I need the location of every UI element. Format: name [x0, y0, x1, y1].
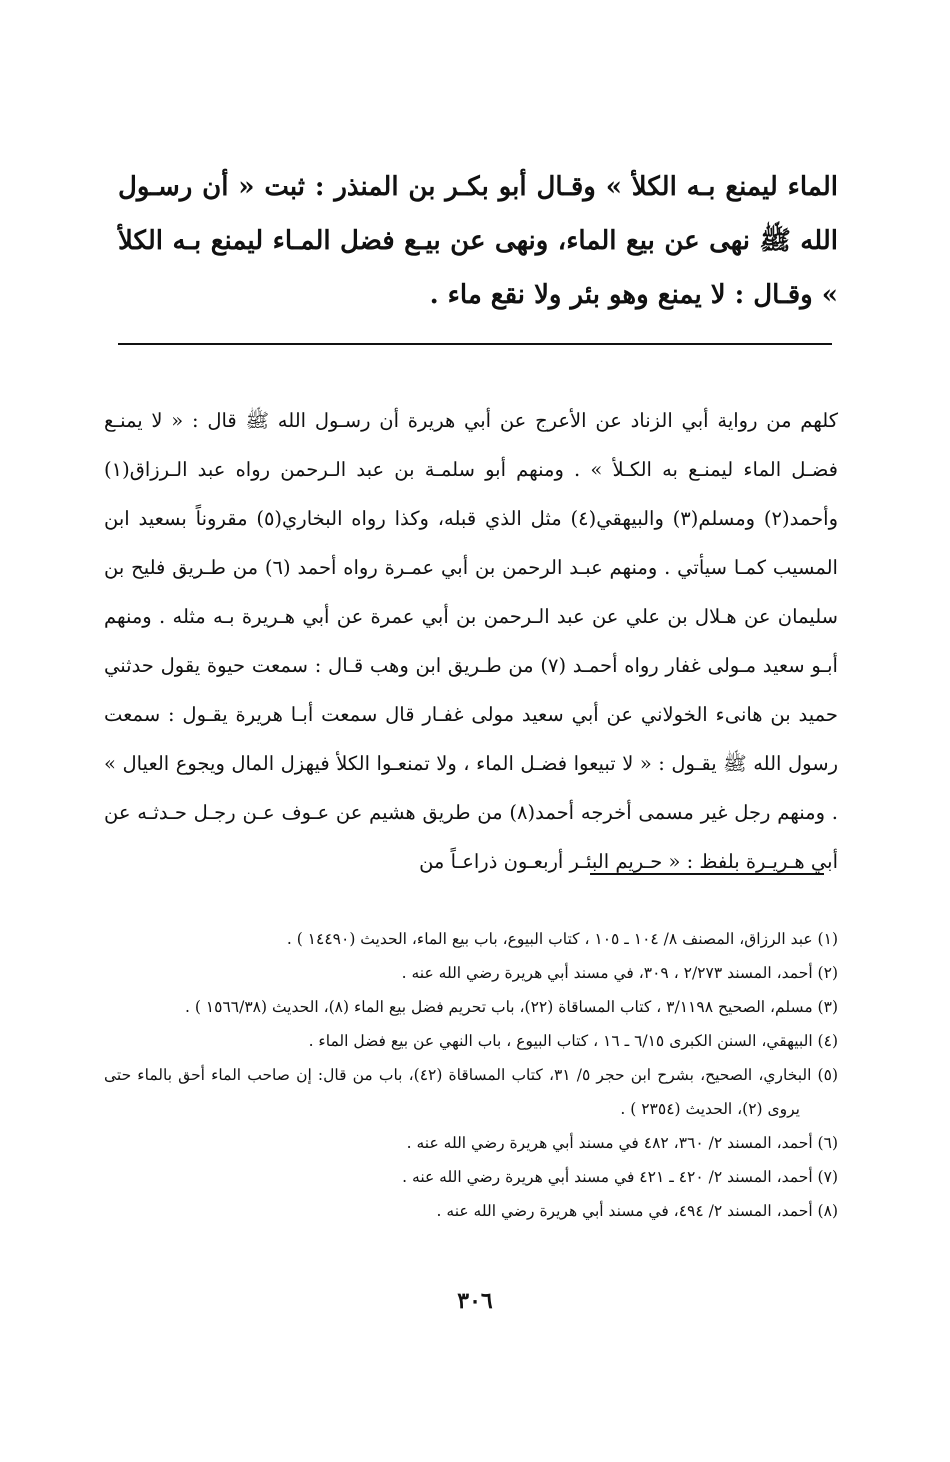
footnotes-list [104, 922, 838, 1228]
page-number: ٣٠٦ [457, 1288, 493, 1314]
footnote-5: (٥) البخاري، الصحيح، بشرح ابن حجر ٥/ ٣١، كتاب المساقاة (٤٢)، باب من قال: إن صاحب الماء أحق بالماء حتى يروى (٢)، الحديث (٢٣٥٤ ) . [104, 1066, 838, 1118]
footnote-2: (٢) أحمد، المسند ٢/٢٧٣ ، ٣٠٩، في مسند أبي هريرة رضي الله عنه . [401, 964, 838, 982]
main-text-block [118, 160, 838, 322]
commentary-block [104, 396, 838, 886]
footnote-divider [590, 873, 824, 875]
footnote-7: (٧) أحمد، المسند ٢/ ٤٢٠ ـ ٤٢١ في مسند أبي هريرة رضي الله عنه . [402, 1168, 838, 1186]
footnote-1: (١) عبد الرزاق، المصنف ٨/ ١٠٤ ـ ١٠٥ ، كتاب البيوع، باب بيع الماء، الحديث (١٤٤٩٠ ) . [286, 930, 838, 948]
footnote-3: (٣) مسلم، الصحيح ٣/١١٩٨ ، كتاب المساقاة (٢٢)، باب تحريم فضل بيع الماء (٨)، الحديث (١٥٦٦/٣٨ ) . [184, 998, 838, 1016]
main-divider [118, 343, 832, 345]
footnote-8: (٨) أحمد، المسند ٢/ ٤٩٤، في مسند أبي هريرة رضي الله عنه . [436, 1202, 838, 1220]
main-paragraph: الماء ليمنع بـه الكلأ » وقـال أبو بكـر بن المنذر : ثبت « أن رسـول الله ﷺ نهى عن بيع الماء، ونهى عن بيـع فضل المـاء ليمنع بـه الكلأ » وقـال : لا يمنع وهو بئر ولا نقع ماء . [118, 172, 839, 310]
footnote-6: (٦) أحمد، المسند ٢/ ٣٦٠، ٤٨٢ في مسند أبي هريرة رضي الله عنه . [406, 1134, 838, 1152]
footnote-4: (٤) البيهقي، السنن الكبرى ٦/١٥ ـ ١٦ ، كتاب البيوع ، باب النهي عن بيع فضل الماء . [308, 1032, 838, 1050]
commentary-paragraph: كلهم من رواية أبي الزناد عن الأعرج عن أبي هريرة أن رسـول الله ﷺ قال : « لا يمنـع فضـل الماء ليمنـع به الكـلأ » . ومنهم أبو سلمـة بن عبد الـرحمن رواه عبد الـرزاق(١) وأحمد(٢) ومسلم(٣) والبيهقي(٤) مثل الذي قبله، وكذا رواه البخاري(٥) مقروناً بسعيد ابن المسيب كمـا سيأتي . ومنهم عبـد الرحمن بن أبي عمـرة رواه أحمد (٦) من طـريق فليح بن سليمان عن هـلال بن علي عن عبد الـرحمن بن أبي عمرة عن أبي هـريرة بـه مثله . ومنهم أبـو سعيد مـولى غفار رواه أحمـد (٧) من طـريق ابن وهب قـال : سمعت حيوة يقول حدثني حميد بن هانىء الخولاني عن أبي سعيد مولى غفـار قال سمعت أبـا هريرة يقـول : سمعت رسول الله ﷺ يقـول : « لا تبيعوا فضـل الماء ، ولا تمنعـوا الكلأ فيهزل المال ويجوع العيال » . ومنهم رجل غير مسمى أخرجه أحمد(٨) من طريق هشيم عن عـوف عـن رجـل حـدثـه عن أبي هـريـرة بلفظ : « حـريم البئـر أربعـون ذراعـاً من [104, 409, 838, 873]
